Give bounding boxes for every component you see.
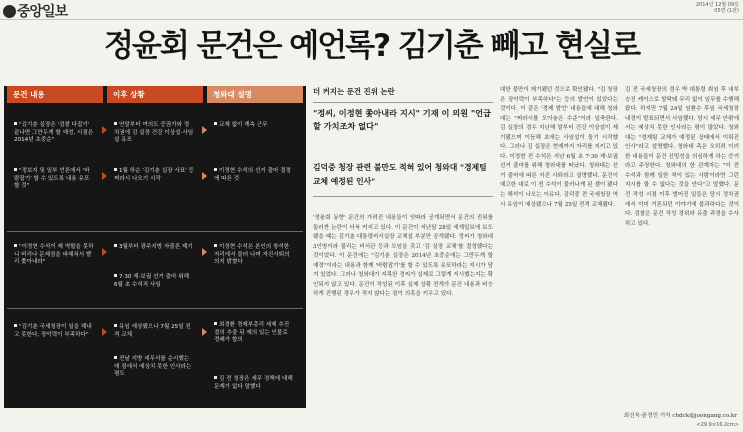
list-item: 연말부터 여의도 증권가와 정치권에 김 실장 건강 이상설·사임설 유포 (114, 122, 194, 144)
column-header: 이후 상황 (107, 86, 203, 103)
article-subhead: 김덕중 청장 관련 불만도 적혀 있어 청와대 "경제팀 교체 예정된 인사" (313, 161, 493, 197)
list-item: 김 전 청장은 세무 정책에 대해 문제가 없다 말했다 (214, 376, 293, 390)
list-item: 유임 예상됐으나 7월 25일 전격 교체 (114, 324, 191, 338)
list-item: 1월 하순 '김기춘 실장 사표' 등 찌라시 나오기 시작 (114, 168, 194, 182)
bullet-icon (14, 168, 17, 171)
column-header: 청와대 설명 (207, 86, 303, 103)
bullet-icon (114, 244, 117, 247)
headline: 정윤회 문건은 예언록? 김기춘 빼고 현실로 (103, 28, 640, 64)
bullet-icon (114, 168, 117, 171)
article-kicker: 더 커지는 문건 진위 논란 (313, 87, 395, 96)
arrow-right-icon (102, 172, 107, 180)
row-divider (7, 308, 303, 309)
pull-quote (313, 102, 493, 133)
bullet-icon (214, 168, 217, 171)
bullet-icon (14, 244, 17, 247)
bullet-icon (114, 122, 117, 125)
list-item: 이정현 수석은 본인의 창석한 저리에서 물러 나며 자진사퇴의 의지 밝혔다 (214, 244, 290, 266)
bullet-icon (214, 376, 217, 379)
bullet-icon (14, 324, 17, 327)
bullet-icon (14, 122, 17, 125)
bullet-icon (114, 356, 117, 359)
issue-date (696, 2, 739, 14)
bullet-icon (214, 122, 217, 125)
list-item: 교체 없이 계속 근무 (214, 122, 294, 130)
arrow-right-icon (202, 248, 207, 256)
list-item: 7·30 재·보궐 선거 출마 위해 6월 초 수석직 사임 (114, 274, 189, 288)
arrow-right-icon (102, 126, 107, 134)
column-header: 문건 내용 (7, 86, 103, 103)
date-line-1: 2014년 12월 09일 (695, 2, 739, 8)
arrow-right-icon (202, 328, 207, 336)
list-item: 최경환 경제부총리 세제 추진 결의 추출 뒤 예의 있는 인물로 경쾌가 합의 (214, 322, 290, 344)
byline: 최선욱·윤정민 기자 chdck@joongang.co.kr (623, 413, 737, 419)
list-item: 전날 지방 세무서를 순시했는데 점에서 예상치 못한 인사라는 평도 (114, 356, 192, 378)
arrow-right-icon (102, 328, 107, 336)
list-item: 이정현 수석의 선거 출마 결정에 따른 것 (214, 168, 291, 182)
body-column-2: 대한 불만이 제기됐던 것으로 확인됐다. "김 청장은 장악력이 부족하다"는 등의 발언이 있었다는 것이다. 이 같은 '경제 발언' 내용들에 대해 청와대는 "찌라시를 모아놓은 수준"이라 일축한다. 김 실장의 경우 지난해 말부터 건강 이상설이 제기됐으며 이듬해 초에는 사임설이 돌기 시작했다. 그러나 김 실장은 현재까지 자리를 지키고 있다. 이정현 전 수석은 지난 6월 초 7·30 재·보궐 선거 출마를 위해 청와대를 떠났다. 청와대는 선거 출마에 따른 자진 사퇴라고 설명했다. 문건이 예고한 대로 이 전 수석이 물러나게 된 셈이 됐다는 해석이 나오는 이유다. 김덕중 전 국세청장 역시 유임이 예상됐으나 7월 25일 전격 교체됐다. (500, 87, 618, 208)
newspaper-logo (3, 1, 67, 21)
arrow-right-icon (202, 172, 207, 180)
bullet-icon (214, 322, 217, 325)
arrow-right-icon (102, 248, 107, 256)
logo-text: 중앙일보 (17, 4, 68, 20)
bullet-icon (114, 274, 117, 277)
arrow-right-icon (202, 126, 207, 134)
list-item: "김기춘 실장은 '검찰 다잡기' 끝나면 그만두게 할 예정, 시점은 2014년 초중순" (14, 122, 94, 144)
list-item: "김기춘 국세청장이 일을 해내고 못한다, 장악력이 부족하다" (14, 324, 92, 338)
body-column-1: '정윤회 동향' 문건의 가려진 내용들이 잇따라 공개되면서 문건의 진위를 둘러싼 논란이 더욱 커지고 있다. 이 문건이 지난달 28일 세계일보에 보도됐을 때는 김기춘 대통령비서실장 교체설 부분만 공개됐다. 정씨가 청와대 3인방이라 불리는 비서관 등과 모임을 갖고 '김 실장 교체'를 결정했다는 것이었다. 이 문건에는 "김기춘 실장은 2014년 초중순에는 그만두게 할 예정"이라는 내용과 함께 '바람잡기'를 할 수 있도록 유포하라는 지시가 담겨 있었다. 그러나 청와대가 지목한 정씨가 실제로 그렇게 지시했는지는 확인되지 않고 있다. 문건이 작성된 이후 실제 상황 전개가 문건 내용과 비슷하게 진행된 경우가 적지 않다는 점이 의혹을 키우고 있다. (313, 215, 493, 298)
list-item: "정보지 및 일부 언론에서 '바람잡기' 할 수 있도록 내용 유포할 것" (14, 168, 90, 190)
pull-quote-text: "정씨, 이정현 쫓아내라 지시" 기재 이 의원 "언급할 가치조차 없다" (313, 108, 491, 131)
date-line-2: 05면 (1판) (714, 8, 739, 14)
masthead (0, 0, 743, 20)
body-column-3: 김 전 국세청장의 경우 박 대통령 취임 후 내부 승진 케이스로 발탁돼 무리 없이 임무를 수행해왔다. 하지만 7월 24일 임환수 후임 국세청장 내정이 발표되면서 사임했다. 당시 세무 안팎에서는 예상치 못한 인사라는 평이 많았다. 청와대는 "경제팀 교체가 예정된 상태에서 이뤄진 인사"라고 설명했다. 청와대 측은 오히려 이러한 내용들이 문건 신빙성을 의심하게 하는 증거라고 주장한다. 청와대의 한 관계자는 "이 전 수석과 함께 일한 적이 있는 사람이라면 그런 지시를 할 수 없다는 것을 안다"고 말했다. 문건 작성 시점 이후 벌어진 일들은 당시 정치권에서 이미 거론되던 이야기에 불과하다는 것이다. 검찰은 문건 작성 경위와 유출 과정을 수사하고 있다. (625, 87, 739, 227)
bullet-icon (214, 244, 217, 247)
row-divider (7, 231, 303, 232)
clip-size: <29.9×16.2cm> (696, 422, 739, 428)
bullet-icon (114, 324, 117, 327)
list-item: "이정현 수석이 제 역할을 못하니 비리나 문제점을 파헤쳐서 빨리 쫓아내라" (14, 244, 94, 266)
logo-circle-icon (3, 5, 16, 18)
comparison-table (4, 86, 306, 408)
list-item: 3월부터 광주지방 자출론 제기 (114, 244, 194, 252)
